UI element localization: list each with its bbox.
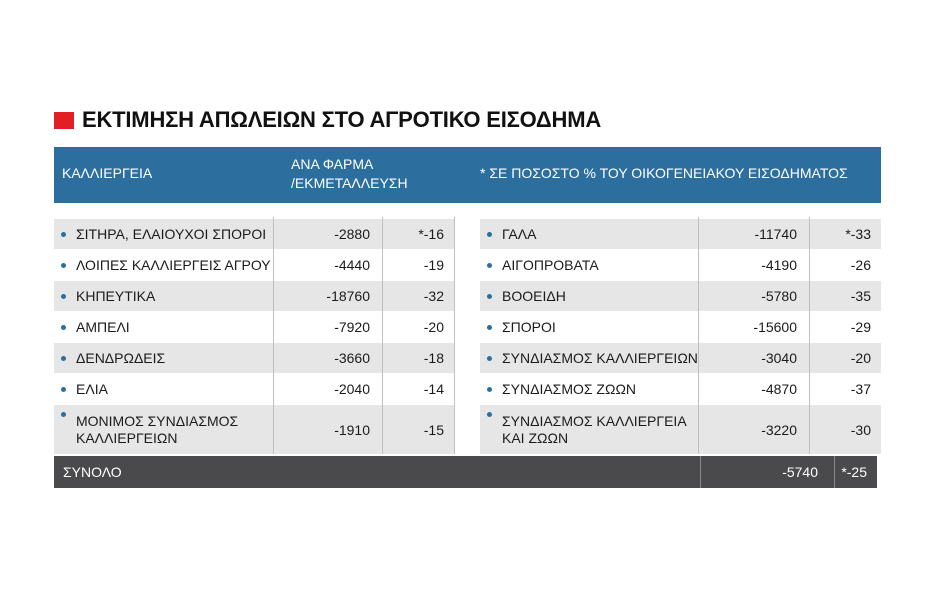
column-divider [454, 217, 455, 454]
table-row [480, 405, 881, 454]
row-pct: -20 [810, 343, 881, 373]
table-row [54, 250, 454, 280]
row-name-text: ΒΟΟΕΙΔΗ [502, 287, 566, 304]
bullet-icon [487, 294, 492, 299]
row-pct: -29 [850, 319, 871, 335]
row-pct: *-33 [810, 219, 881, 249]
title-block [54, 106, 601, 134]
header-per-farm-line2: /ΕΚΜΕΤΑΛΛΕΥΣΗ [291, 175, 408, 191]
bullet-icon [61, 387, 66, 392]
row-name-text: ΕΛΙΑ [76, 380, 108, 397]
row-value: -3220 [699, 405, 809, 454]
column-divider [698, 217, 699, 454]
row-pct: -32 [383, 281, 454, 311]
bullet-icon [487, 325, 492, 330]
row-name [480, 281, 698, 311]
bullet-icon [487, 356, 492, 361]
table-row [54, 281, 454, 311]
table-row [54, 343, 454, 373]
row-value: -2880 [274, 219, 382, 249]
row-value: -3660 [274, 343, 382, 373]
table-row [54, 405, 454, 454]
row-name [480, 250, 698, 280]
row-pct: -19 [423, 257, 444, 273]
bullet-icon [61, 232, 66, 237]
table-row [480, 312, 881, 342]
bullet-icon [61, 412, 66, 417]
row-name [480, 219, 698, 249]
row-name-line1: ΜΟΝΙΜΟΣ ΣΥΝΔΙΑΣΜΟΣ [76, 412, 239, 429]
table-row [54, 219, 454, 249]
row-name [54, 374, 273, 404]
column-divider [382, 217, 383, 454]
table-row [480, 343, 881, 373]
row-name-text: ΑΙΓΟΠΡΟΒΑΤΑ [502, 256, 599, 273]
bullet-icon [487, 232, 492, 237]
row-name [480, 405, 698, 454]
row-name [54, 219, 273, 249]
row-name-line2: ΚΑΙ ΖΩΩΝ [502, 429, 569, 446]
row-pct: -18 [383, 343, 454, 373]
row-name-text [502, 413, 687, 447]
table-row [480, 250, 881, 280]
row-name [54, 281, 273, 311]
column-divider [273, 217, 274, 454]
row-value: -4190 [761, 257, 797, 273]
row-name-text: ΣΠΟΡΟΙ [502, 318, 556, 335]
table-header [54, 147, 881, 203]
table-row [54, 374, 454, 404]
row-pct: -35 [810, 281, 881, 311]
row-name [480, 312, 698, 342]
total-pct: *-25 [841, 464, 867, 480]
column-divider [809, 217, 810, 454]
row-name-text: ΣΥΝΔΙΑΣΜΟΣ ΚΑΛΛΙΕΡΓΕΙΩΝ [502, 349, 698, 366]
row-pct: -26 [850, 257, 871, 273]
bullet-icon [487, 387, 492, 392]
row-name-text: ΣΙΤΗΡΑ, ΕΛΑΙΟΥΧΟΙ ΣΠΟΡΟΙ [76, 225, 267, 242]
row-value: -11740 [699, 219, 809, 249]
bullet-icon [487, 263, 492, 268]
row-pct: -30 [810, 405, 881, 454]
row-value: -4870 [761, 381, 797, 397]
row-name [54, 343, 273, 373]
page-title: ΕΚΤΙΜΗΣΗ ΑΠΩΛΕΙΩΝ ΣΤΟ ΑΓΡΟΤΙΚΟ ΕΙΣΟΔΗΜΑ [82, 107, 602, 132]
bullet-icon [61, 294, 66, 299]
header-per-farm-line1: ΑΝΑ ΦΑΡΜΑ [291, 156, 374, 172]
row-value: -15600 [753, 319, 797, 335]
table-row [480, 281, 881, 311]
row-name-text: ΚΗΠΕΥΤΙΚΑ [76, 287, 156, 304]
row-value: -18760 [274, 281, 382, 311]
table-row [480, 374, 881, 404]
row-value: -4440 [334, 257, 370, 273]
table-row [480, 219, 881, 249]
row-value: -3040 [699, 343, 809, 373]
bullet-icon [61, 325, 66, 330]
row-name-text: ΛΟΙΠΕΣ ΚΑΛΛΙΕΡΓΕΙΣ ΑΓΡΟΥ [76, 256, 271, 273]
row-value: -1910 [274, 405, 382, 454]
bullet-icon [61, 356, 66, 361]
row-name [54, 312, 273, 342]
bullet-icon [487, 412, 492, 417]
header-note: * ΣΕ ΠΟΣΟΣΤΟ % ΤΟΥ ΟΙΚΟΓΕΝΕΙΑΚΟΥ ΕΙΣΟΔΗΜΑΤΟΣ [480, 165, 848, 181]
row-name-text: ΔΕΝΔΡΩΔΕΙΣ [76, 349, 166, 366]
row-name [54, 405, 273, 454]
row-pct: -20 [423, 319, 444, 335]
header-per-farm [291, 155, 411, 193]
bullet-icon [61, 263, 66, 268]
row-name-line1: ΣΥΝΔΙΑΣΜΟΣ ΚΑΛΛΙΕΡΓΕΙΑ [502, 412, 687, 429]
row-name-text: ΓΑΛΑ [502, 225, 537, 242]
row-value: -5780 [699, 281, 809, 311]
row-pct: -37 [850, 381, 871, 397]
red-square-icon [54, 112, 74, 129]
row-name-text [76, 413, 238, 447]
total-value: -5740 [782, 464, 818, 480]
row-pct: *-16 [383, 219, 454, 249]
total-label: ΣΥΝΟΛΟ [63, 464, 122, 480]
row-value: -2040 [334, 381, 370, 397]
row-name-line2: ΚΑΛΛΙΕΡΓΕΙΩΝ [76, 429, 178, 446]
row-name-text: ΣΥΝΔΙΑΣΜΟΣ ΖΩΩΝ [502, 380, 637, 397]
row-pct: -15 [383, 405, 454, 454]
row-name [54, 250, 273, 280]
header-crop: ΚΑΛΛΙΕΡΓΕΙΑ [62, 165, 153, 181]
total-row [54, 456, 877, 488]
row-name [480, 374, 698, 404]
row-name [480, 343, 698, 373]
row-name-text: ΑΜΠΕΛΙ [76, 318, 130, 335]
row-pct: -14 [423, 381, 444, 397]
table-row [54, 312, 454, 342]
row-value: -7920 [334, 319, 370, 335]
